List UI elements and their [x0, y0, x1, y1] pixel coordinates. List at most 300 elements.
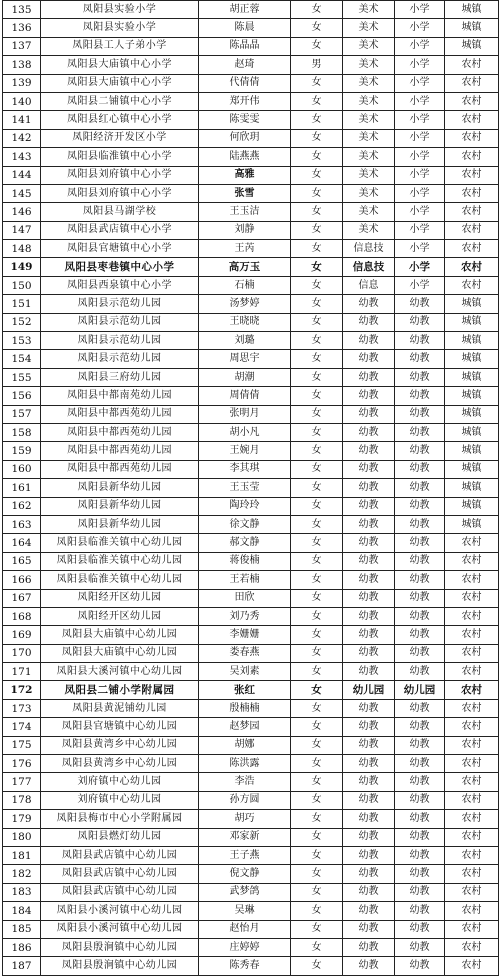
teacher-name-cell: 赵怡月 [199, 920, 291, 938]
school-level-cell: 幼教 [395, 883, 445, 901]
school-name-cell: 凤阳县二铺镇中心小学 [41, 92, 199, 110]
row-number-cell: 167 [3, 589, 41, 607]
row-number-cell: 161 [3, 479, 41, 497]
school-name-cell: 凤阳县梅市中心小学附属园 [41, 810, 199, 828]
gender-cell: 女 [291, 19, 343, 37]
region-type-cell: 农村 [445, 258, 499, 276]
school-name-cell: 凤阳县大庙镇中心小学 [41, 56, 199, 74]
table-row [3, 644, 499, 662]
school-level-cell: 幼教 [395, 571, 445, 589]
region-type-cell: 农村 [445, 129, 499, 147]
school-name-cell: 凤阳经开区幼儿园 [41, 607, 199, 625]
school-level-cell: 幼教 [395, 791, 445, 809]
table-row [3, 350, 499, 368]
row-number-cell: 178 [3, 791, 41, 809]
subject-cell: 美术 [343, 92, 395, 110]
table-row [3, 902, 499, 920]
teacher-name-cell: 王子燕 [199, 846, 291, 864]
gender-cell: 女 [291, 442, 343, 460]
subject-cell: 美术 [343, 148, 395, 166]
school-level-cell: 小学 [395, 184, 445, 202]
teacher-name-cell: 徐文静 [199, 515, 291, 533]
school-name-cell: 刘府镇中心幼儿园 [41, 791, 199, 809]
school-level-cell: 幼教 [395, 607, 445, 625]
teacher-name-cell: 周思宇 [199, 350, 291, 368]
gender-cell: 男 [291, 56, 343, 74]
school-level-cell: 幼教 [395, 810, 445, 828]
row-number-cell: 170 [3, 644, 41, 662]
row-number-cell: 173 [3, 699, 41, 717]
row-number-cell: 182 [3, 865, 41, 883]
subject-cell: 幼教 [343, 589, 395, 607]
subject-cell: 幼教 [343, 313, 395, 331]
table-row [3, 184, 499, 202]
school-level-cell: 幼教 [395, 644, 445, 662]
table-row [3, 148, 499, 166]
row-number-cell: 160 [3, 460, 41, 478]
school-level-cell: 幼教 [395, 828, 445, 846]
subject-cell: 幼教 [343, 828, 395, 846]
school-level-cell: 小学 [395, 166, 445, 184]
row-number-cell: 155 [3, 368, 41, 386]
school-level-cell: 小学 [395, 240, 445, 258]
school-name-cell: 凤阳县临淮镇中心小学 [41, 148, 199, 166]
school-level-cell: 幼教 [395, 589, 445, 607]
table-row [3, 423, 499, 441]
school-name-cell: 凤阳县示范幼儿园 [41, 350, 199, 368]
school-level-cell: 幼教 [395, 626, 445, 644]
school-level-cell: 幼教 [395, 423, 445, 441]
subject-cell: 幼教 [343, 773, 395, 791]
region-type-cell: 农村 [445, 148, 499, 166]
region-type-cell: 城镇 [445, 460, 499, 478]
gender-cell: 女 [291, 460, 343, 478]
gender-cell: 女 [291, 589, 343, 607]
school-name-cell: 凤阳县大庙镇中心幼儿园 [41, 644, 199, 662]
school-name-cell: 凤阳县官塘镇中心幼儿园 [41, 718, 199, 736]
teacher-name-cell: 赵琦 [199, 56, 291, 74]
row-number-cell: 168 [3, 607, 41, 625]
teacher-name-cell: 胡小凡 [199, 423, 291, 441]
subject-cell: 幼教 [343, 810, 395, 828]
teacher-name-cell: 胡娜 [199, 736, 291, 754]
gender-cell: 女 [291, 681, 343, 699]
teacher-name-cell: 胡潮 [199, 368, 291, 386]
teacher-name-cell: 张明月 [199, 405, 291, 423]
region-type-cell: 城镇 [445, 423, 499, 441]
table-row [3, 368, 499, 386]
table-row [3, 791, 499, 809]
row-number-cell: 149 [3, 258, 41, 276]
school-level-cell: 幼教 [395, 957, 445, 975]
school-level-cell: 幼教 [395, 332, 445, 350]
row-number-cell: 185 [3, 920, 41, 938]
subject-cell: 幼教 [343, 718, 395, 736]
table-row [3, 755, 499, 773]
gender-cell: 女 [291, 332, 343, 350]
region-type-cell: 农村 [445, 865, 499, 883]
school-name-cell: 凤阳县小溪河镇中心幼儿园 [41, 902, 199, 920]
school-level-cell: 幼教 [395, 773, 445, 791]
school-name-cell: 凤阳县武店镇中心幼儿园 [41, 865, 199, 883]
table-row [3, 534, 499, 552]
gender-cell: 女 [291, 350, 343, 368]
subject-cell: 幼教 [343, 332, 395, 350]
teacher-name-cell: 邓家新 [199, 828, 291, 846]
subject-cell: 幼教 [343, 515, 395, 533]
teacher-name-cell: 胡正蓉 [199, 1, 291, 19]
school-level-cell: 小学 [395, 129, 445, 147]
region-type-cell: 农村 [445, 166, 499, 184]
subject-cell: 美术 [343, 19, 395, 37]
row-number-cell: 137 [3, 37, 41, 55]
region-type-cell: 农村 [445, 810, 499, 828]
table-row [3, 74, 499, 92]
teacher-name-cell: 吴刘素 [199, 663, 291, 681]
school-name-cell: 凤阳县中都西苑幼儿园 [41, 405, 199, 423]
subject-cell: 幼教 [343, 534, 395, 552]
region-type-cell: 农村 [445, 773, 499, 791]
region-type-cell: 城镇 [445, 497, 499, 515]
region-type-cell: 农村 [445, 276, 499, 294]
gender-cell: 女 [291, 405, 343, 423]
subject-cell: 美术 [343, 184, 395, 202]
subject-cell: 幼教 [343, 920, 395, 938]
school-name-cell: 凤阳县枣巷镇中心小学 [41, 258, 199, 276]
region-type-cell: 农村 [445, 56, 499, 74]
gender-cell: 女 [291, 718, 343, 736]
subject-cell: 幼儿园 [343, 681, 395, 699]
school-name-cell: 凤阳县新华幼儿园 [41, 479, 199, 497]
teacher-name-cell: 田欣 [199, 589, 291, 607]
table-row [3, 497, 499, 515]
subject-cell: 美术 [343, 166, 395, 184]
school-level-cell: 幼教 [395, 350, 445, 368]
row-number-cell: 158 [3, 423, 41, 441]
row-number-cell: 151 [3, 295, 41, 313]
school-level-cell: 小学 [395, 221, 445, 239]
teacher-name-cell: 陈晨 [199, 19, 291, 37]
school-name-cell: 凤阳县黄泥铺幼儿园 [41, 699, 199, 717]
teacher-name-cell: 代倩倩 [199, 74, 291, 92]
gender-cell: 女 [291, 295, 343, 313]
teacher-name-cell: 李其琪 [199, 460, 291, 478]
table-row [3, 589, 499, 607]
gender-cell: 女 [291, 883, 343, 901]
subject-cell: 幼教 [343, 607, 395, 625]
table-row [3, 37, 499, 55]
teacher-name-cell: 陈洪露 [199, 755, 291, 773]
row-number-cell: 179 [3, 810, 41, 828]
region-type-cell: 农村 [445, 883, 499, 901]
teacher-name-cell: 何欣玥 [199, 129, 291, 147]
school-name-cell: 凤阳县临淮关镇中心幼儿园 [41, 534, 199, 552]
table-row [3, 92, 499, 110]
school-name-cell: 凤阳县黄湾乡中心幼儿园 [41, 736, 199, 754]
school-level-cell: 幼教 [395, 846, 445, 864]
region-type-cell: 农村 [445, 699, 499, 717]
region-type-cell: 城镇 [445, 350, 499, 368]
region-type-cell: 城镇 [445, 295, 499, 313]
school-name-cell: 凤阳县中都西苑幼儿园 [41, 460, 199, 478]
table-row [3, 515, 499, 533]
subject-cell: 幼教 [343, 405, 395, 423]
school-level-cell: 幼教 [395, 497, 445, 515]
region-type-cell: 农村 [445, 920, 499, 938]
school-name-cell: 凤阳县中都西苑幼儿园 [41, 423, 199, 441]
school-name-cell: 凤阳县小溪河镇中心幼儿园 [41, 920, 199, 938]
subject-cell: 美术 [343, 37, 395, 55]
teacher-name-cell: 殷楠楠 [199, 699, 291, 717]
teacher-name-cell: 郝文静 [199, 534, 291, 552]
gender-cell: 女 [291, 129, 343, 147]
row-number-cell: 145 [3, 184, 41, 202]
table-row [3, 736, 499, 754]
school-level-cell: 幼教 [395, 460, 445, 478]
school-level-cell: 小学 [395, 276, 445, 294]
table-row [3, 203, 499, 221]
row-number-cell: 184 [3, 902, 41, 920]
teacher-name-cell: 陈晶晶 [199, 37, 291, 55]
row-number-cell: 135 [3, 1, 41, 19]
school-name-cell: 凤阳县燃灯幼儿园 [41, 828, 199, 846]
school-name-cell: 刘府镇中心幼儿园 [41, 773, 199, 791]
school-name-cell: 凤阳县刘府镇中心小学 [41, 184, 199, 202]
school-level-cell: 小学 [395, 111, 445, 129]
school-level-cell: 小学 [395, 203, 445, 221]
school-name-cell: 凤阳县黄湾乡中心幼儿园 [41, 755, 199, 773]
school-level-cell: 幼教 [395, 387, 445, 405]
region-type-cell: 城镇 [445, 479, 499, 497]
school-name-cell: 凤阳县大庙镇中心小学 [41, 74, 199, 92]
region-type-cell: 农村 [445, 902, 499, 920]
region-type-cell: 城镇 [445, 515, 499, 533]
table-row [3, 479, 499, 497]
gender-cell: 女 [291, 497, 343, 515]
gender-cell: 女 [291, 313, 343, 331]
row-number-cell: 183 [3, 883, 41, 901]
table-row [3, 221, 499, 239]
school-name-cell: 凤阳县大溪河镇中心幼儿园 [41, 663, 199, 681]
subject-cell: 信息技 [343, 240, 395, 258]
subject-cell: 信息技 [343, 258, 395, 276]
subject-cell: 幼教 [343, 442, 395, 460]
region-type-cell: 农村 [445, 184, 499, 202]
school-name-cell: 凤阳县中都西苑幼儿园 [41, 442, 199, 460]
region-type-cell: 农村 [445, 681, 499, 699]
school-level-cell: 幼教 [395, 534, 445, 552]
table-row [3, 938, 499, 956]
gender-cell: 女 [291, 626, 343, 644]
gender-cell: 女 [291, 203, 343, 221]
school-level-cell: 幼教 [395, 938, 445, 956]
region-type-cell: 农村 [445, 791, 499, 809]
table-row [3, 332, 499, 350]
region-type-cell: 农村 [445, 74, 499, 92]
school-level-cell: 幼教 [395, 442, 445, 460]
row-number-cell: 171 [3, 663, 41, 681]
table-row [3, 957, 499, 975]
row-number-cell: 169 [3, 626, 41, 644]
school-name-cell: 凤阳县官塘镇中心小学 [41, 240, 199, 258]
teacher-name-cell: 石楠 [199, 276, 291, 294]
subject-cell: 幼教 [343, 479, 395, 497]
gender-cell: 女 [291, 221, 343, 239]
region-type-cell: 农村 [445, 534, 499, 552]
school-level-cell: 小学 [395, 258, 445, 276]
row-number-cell: 181 [3, 846, 41, 864]
row-number-cell: 152 [3, 313, 41, 331]
gender-cell: 女 [291, 258, 343, 276]
gender-cell: 女 [291, 37, 343, 55]
subject-cell: 幼教 [343, 644, 395, 662]
subject-cell: 幼教 [343, 423, 395, 441]
table-row [3, 405, 499, 423]
row-number-cell: 146 [3, 203, 41, 221]
table-row [3, 865, 499, 883]
school-level-cell: 幼教 [395, 718, 445, 736]
teacher-name-cell: 孙方圆 [199, 791, 291, 809]
table-row [3, 773, 499, 791]
subject-cell: 幼教 [343, 957, 395, 975]
gender-cell: 女 [291, 607, 343, 625]
table-row [3, 663, 499, 681]
school-name-cell: 凤阳县武店镇中心小学 [41, 221, 199, 239]
region-type-cell: 城镇 [445, 1, 499, 19]
row-number-cell: 139 [3, 74, 41, 92]
row-number-cell: 138 [3, 56, 41, 74]
school-level-cell: 幼教 [395, 405, 445, 423]
subject-cell: 幼教 [343, 350, 395, 368]
table-row [3, 552, 499, 570]
school-name-cell: 凤阳县中都南苑幼儿园 [41, 387, 199, 405]
teacher-name-cell: 王婉月 [199, 442, 291, 460]
school-name-cell: 凤阳县示范幼儿园 [41, 295, 199, 313]
school-level-cell: 幼教 [395, 552, 445, 570]
table-row [3, 313, 499, 331]
gender-cell: 女 [291, 736, 343, 754]
row-number-cell: 141 [3, 111, 41, 129]
row-number-cell: 156 [3, 387, 41, 405]
region-type-cell: 城镇 [445, 387, 499, 405]
gender-cell: 女 [291, 534, 343, 552]
school-name-cell: 凤阳县实验小学 [41, 19, 199, 37]
region-type-cell: 农村 [445, 221, 499, 239]
teacher-name-cell: 娄春燕 [199, 644, 291, 662]
gender-cell: 女 [291, 368, 343, 386]
gender-cell: 女 [291, 846, 343, 864]
school-level-cell: 小学 [395, 37, 445, 55]
table-row [3, 718, 499, 736]
region-type-cell: 农村 [445, 663, 499, 681]
row-number-cell: 164 [3, 534, 41, 552]
subject-cell: 美术 [343, 221, 395, 239]
school-level-cell: 小学 [395, 19, 445, 37]
teacher-name-cell: 倪文静 [199, 865, 291, 883]
school-level-cell: 幼教 [395, 515, 445, 533]
subject-cell: 幼教 [343, 902, 395, 920]
row-number-cell: 172 [3, 681, 41, 699]
gender-cell: 女 [291, 387, 343, 405]
school-level-cell: 幼教 [395, 313, 445, 331]
row-number-cell: 159 [3, 442, 41, 460]
subject-cell: 幼教 [343, 736, 395, 754]
gender-cell: 女 [291, 663, 343, 681]
row-number-cell: 166 [3, 571, 41, 589]
table-row [3, 56, 499, 74]
school-level-cell: 幼教 [395, 865, 445, 883]
school-name-cell: 凤阳县武店镇中心幼儿园 [41, 883, 199, 901]
table-row [3, 626, 499, 644]
gender-cell: 女 [291, 902, 343, 920]
row-number-cell: 142 [3, 129, 41, 147]
subject-cell: 美术 [343, 111, 395, 129]
teacher-name-cell: 陶玲玲 [199, 497, 291, 515]
row-number-cell: 186 [3, 938, 41, 956]
region-type-cell: 城镇 [445, 313, 499, 331]
subject-cell: 美术 [343, 74, 395, 92]
row-number-cell: 148 [3, 240, 41, 258]
school-name-cell: 凤阳县临淮关镇中心幼儿园 [41, 552, 199, 570]
row-number-cell: 157 [3, 405, 41, 423]
teacher-name-cell: 汤梦婷 [199, 295, 291, 313]
subject-cell: 幼教 [343, 938, 395, 956]
row-number-cell: 187 [3, 957, 41, 975]
teacher-name-cell: 陆燕燕 [199, 148, 291, 166]
teacher-name-cell: 王芮 [199, 240, 291, 258]
subject-cell: 幼教 [343, 368, 395, 386]
gender-cell: 女 [291, 184, 343, 202]
gender-cell: 女 [291, 74, 343, 92]
table-row [3, 258, 499, 276]
table-row [3, 166, 499, 184]
subject-cell: 幼教 [343, 571, 395, 589]
table-row [3, 681, 499, 699]
table-row [3, 442, 499, 460]
region-type-cell: 城镇 [445, 368, 499, 386]
table-row [3, 387, 499, 405]
region-type-cell: 农村 [445, 552, 499, 570]
region-type-cell: 农村 [445, 644, 499, 662]
region-type-cell: 城镇 [445, 405, 499, 423]
region-type-cell: 农村 [445, 571, 499, 589]
teacher-name-cell: 武梦鸽 [199, 883, 291, 901]
teacher-name-cell: 胡巧 [199, 810, 291, 828]
gender-cell: 女 [291, 148, 343, 166]
school-level-cell: 小学 [395, 148, 445, 166]
row-number-cell: 154 [3, 350, 41, 368]
table-row [3, 846, 499, 864]
subject-cell: 幼教 [343, 755, 395, 773]
row-number-cell: 176 [3, 755, 41, 773]
table-row [3, 571, 499, 589]
subject-cell: 幼教 [343, 460, 395, 478]
region-type-cell: 农村 [445, 589, 499, 607]
region-type-cell: 城镇 [445, 442, 499, 460]
gender-cell: 女 [291, 423, 343, 441]
table-row [3, 129, 499, 147]
gender-cell: 女 [291, 920, 343, 938]
teacher-name-cell: 刘静 [199, 221, 291, 239]
subject-cell: 幼教 [343, 865, 395, 883]
teacher-name-cell: 赵梦园 [199, 718, 291, 736]
school-level-cell: 幼教 [395, 902, 445, 920]
teacher-name-cell: 高万玉 [199, 258, 291, 276]
school-name-cell: 凤阳县红心镇中心小学 [41, 111, 199, 129]
subject-cell: 美术 [343, 1, 395, 19]
row-number-cell: 180 [3, 828, 41, 846]
gender-cell: 女 [291, 515, 343, 533]
